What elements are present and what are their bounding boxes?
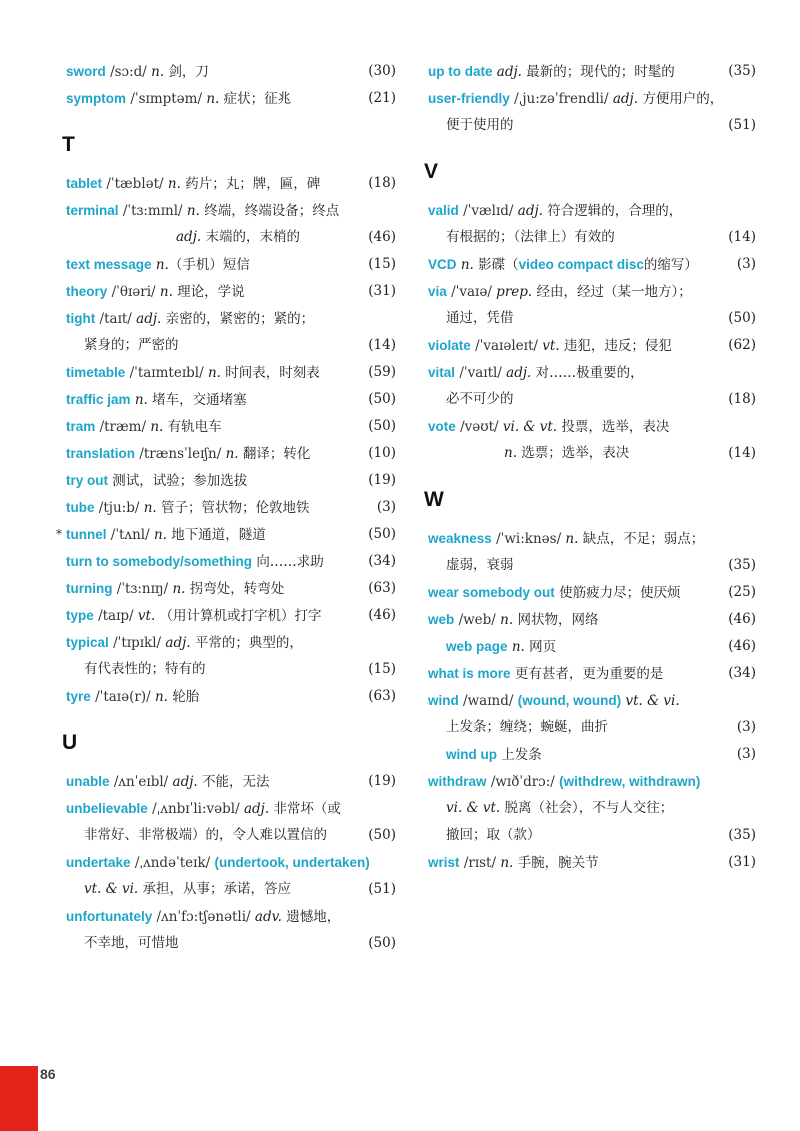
part-of-speech: n. xyxy=(153,527,167,543)
entry-withdraw xyxy=(428,768,756,849)
headword: valid xyxy=(428,203,459,218)
definition: 末端的，末梢的 xyxy=(205,229,300,245)
definition: 违犯，违反；侵犯 xyxy=(563,338,672,354)
inflected-forms: (undertook, undertaken) xyxy=(214,855,370,870)
section-letter-t: T xyxy=(62,133,75,156)
entry-timetable xyxy=(66,359,396,386)
part-of-speech: n. xyxy=(565,531,579,547)
definition: 必不可少的 xyxy=(446,391,514,407)
headword: translation xyxy=(66,446,136,461)
page-ref: (3) xyxy=(736,746,756,762)
page-ref: (34) xyxy=(728,665,756,681)
definition: 非常好、非常极端）的，令人难以置信的 xyxy=(84,827,327,843)
page-ref: (51) xyxy=(368,881,396,897)
definition: 有轨电车 xyxy=(167,419,222,435)
right-column xyxy=(424,58,756,876)
part-of-speech: adv. xyxy=(254,909,282,925)
phonetic: /ˈtæblət/ xyxy=(106,176,164,192)
entry-text-message xyxy=(66,251,396,278)
definition: 剑，刀 xyxy=(168,64,209,80)
section-letter-v: V xyxy=(424,160,439,183)
part-of-speech: adj. xyxy=(172,774,198,790)
headword: tyre xyxy=(66,689,91,704)
definition: 符合逻辑的，合理的， xyxy=(547,203,683,219)
phonetic: /sɔ:d/ xyxy=(110,64,147,80)
definition: 网状物，网络 xyxy=(517,612,599,628)
definition: （用计算机或打字机）打字 xyxy=(159,608,322,624)
entry-wear-out xyxy=(428,579,756,606)
part-of-speech: n. xyxy=(500,612,514,628)
page-ref: (19) xyxy=(368,773,396,789)
page-ref: (15) xyxy=(368,256,396,272)
part-of-speech: n. xyxy=(186,203,200,219)
page-ref: (3) xyxy=(736,719,756,735)
headword: wind up xyxy=(446,747,497,762)
part-of-speech: n. xyxy=(134,392,148,408)
definition: 最新的；现代的；时髦的 xyxy=(526,64,675,80)
headword: turn to somebody/something xyxy=(66,554,253,569)
entry-turning xyxy=(66,575,396,602)
definition: 不能，无法 xyxy=(201,774,270,790)
definition: 药片；丸；牌，匾，碑 xyxy=(185,176,321,192)
definition: 地下通道，隧道 xyxy=(171,527,266,543)
entry-terminal xyxy=(66,197,396,251)
part-of-speech: n. xyxy=(143,500,157,516)
page-ref: (62) xyxy=(728,337,756,353)
part-of-speech: n. xyxy=(167,176,181,192)
phonetic: /taɪp/ xyxy=(98,608,134,624)
entry-tablet xyxy=(66,170,396,197)
definition: 方便用户的， xyxy=(642,91,724,107)
part-of-speech: n. xyxy=(150,419,164,435)
phonetic: /ˈtaɪmteɪbl/ xyxy=(129,365,204,381)
part-of-speech: n. xyxy=(500,855,514,871)
phonetic: /træm/ xyxy=(99,419,147,435)
definition: 网页 xyxy=(529,639,557,655)
definition: 管子；管状物；伦敦地铁 xyxy=(160,500,310,516)
page-ref: (46) xyxy=(368,229,396,245)
entry-type xyxy=(66,602,396,629)
entry-weakness xyxy=(428,525,756,579)
definition: 缺点，不足；弱点； xyxy=(582,531,705,547)
headword: sword xyxy=(66,64,106,79)
entry-via xyxy=(428,278,756,332)
part-of-speech: adj. xyxy=(517,203,543,219)
part-of-speech: n. xyxy=(155,257,169,273)
definition: 平常的；典型的， xyxy=(194,635,303,651)
definition: 更有甚者，更为重要的是 xyxy=(514,666,664,682)
phonetic: /ʌnˈfɔ:tʃənətli/ xyxy=(156,909,251,925)
definition: 不幸地，可惜地 xyxy=(84,935,179,951)
entry-turn-to xyxy=(66,548,396,575)
left-column xyxy=(56,58,396,957)
phonetic: /ˌju:zəˈfrendli/ xyxy=(514,91,609,107)
page-ref: (50) xyxy=(368,391,396,407)
part-of-speech: n. xyxy=(154,689,168,705)
definition: 便于使用的 xyxy=(446,117,514,133)
definition: 非常坏（或 xyxy=(273,801,341,817)
headword: try out xyxy=(66,473,108,488)
page-ref: (46) xyxy=(368,607,396,623)
definition: 虚弱，衰弱 xyxy=(446,557,514,573)
page-ref: (31) xyxy=(368,283,396,299)
part-of-speech: adj. xyxy=(165,635,191,651)
phonetic: /ˈvaɪtl/ xyxy=(459,365,502,381)
entry-wind-up xyxy=(428,741,756,768)
page-corner-bar xyxy=(0,1066,38,1131)
entry-theory xyxy=(66,278,396,305)
entry-unfortunately xyxy=(66,903,396,957)
headword: wear somebody out xyxy=(428,585,555,600)
headword: tablet xyxy=(66,176,103,191)
page-ref: (50) xyxy=(368,935,396,951)
page-ref: (18) xyxy=(368,175,396,191)
phonetic: /ˈtʌnl/ xyxy=(110,527,150,543)
part-of-speech: n. xyxy=(207,365,221,381)
part-of-speech: adj. xyxy=(176,229,202,245)
definition: 影碟（ xyxy=(478,257,519,273)
headword: turning xyxy=(66,581,113,596)
headword: symptom xyxy=(66,91,127,106)
section-letter-u: U xyxy=(62,731,78,754)
part-of-speech: n. xyxy=(151,64,165,80)
part-of-speech: adj. xyxy=(506,365,532,381)
phonetic: /ˈtɜ:nɪŋ/ xyxy=(116,581,169,597)
page-ref: (3) xyxy=(376,499,396,515)
headword: traffic jam xyxy=(66,392,131,407)
phonetic: /ˈsɪmptəm/ xyxy=(130,91,203,107)
phonetic: /ˈtɪpɪkl/ xyxy=(113,635,162,651)
part-of-speech: adj. xyxy=(496,64,522,80)
headword: weakness xyxy=(428,531,492,546)
page-ref: (34) xyxy=(368,553,396,569)
page-ref: (51) xyxy=(728,117,756,133)
page-ref: (50) xyxy=(728,310,756,326)
definition: 拐弯处，转弯处 xyxy=(189,581,285,597)
page-number: 86 xyxy=(40,1066,56,1082)
part-of-speech: vi. & vt. xyxy=(502,419,558,435)
phonetic: /web/ xyxy=(458,612,496,628)
entry-tram xyxy=(66,413,396,440)
phonetic: /ˈtaɪə(r)/ xyxy=(95,689,151,705)
headword: tunnel xyxy=(66,527,107,542)
page-ref: (50) xyxy=(368,418,396,434)
phonetic: /rɪst/ xyxy=(463,855,497,871)
part-of-speech: vt. xyxy=(137,608,156,624)
phonetic: /ˈθɪəri/ xyxy=(111,284,156,300)
page-ref: (18) xyxy=(728,391,756,407)
entry-unable xyxy=(66,768,396,795)
headword: unable xyxy=(66,774,110,789)
definition: 终端，终端设备；终点 xyxy=(204,203,340,219)
headword: undertake xyxy=(66,855,131,870)
phonetic: /ˈvaɪə/ xyxy=(451,284,492,300)
part-of-speech: adj. xyxy=(243,801,270,817)
phonetic: /ˈtɜ:mɪnl/ xyxy=(122,203,183,219)
headword: web xyxy=(428,612,455,627)
part-of-speech: n. xyxy=(225,446,239,462)
entry-try-out xyxy=(66,467,396,494)
definition: 时间表，时刻表 xyxy=(225,365,320,381)
page-ref: (46) xyxy=(728,638,756,654)
headword: user-friendly xyxy=(428,91,510,106)
definition: 脱离（社会），不与人交往； xyxy=(504,800,674,816)
entry-up-to-date xyxy=(428,58,756,85)
entry-sword xyxy=(66,58,396,85)
page-ref: (15) xyxy=(368,661,396,677)
headword: unbelievable xyxy=(66,801,148,816)
definition: 紧身的；严密的 xyxy=(84,337,179,353)
part-of-speech: adj. xyxy=(612,91,639,107)
page-ref: (63) xyxy=(368,580,396,596)
page-ref: (50) xyxy=(368,827,396,843)
entry-tube xyxy=(66,494,396,521)
inflected-forms: (wound, wound) xyxy=(517,693,622,708)
headword: wind xyxy=(428,693,459,708)
headword: up to date xyxy=(428,64,493,79)
part-of-speech: n. xyxy=(460,257,474,273)
headword: terminal xyxy=(66,203,119,218)
entry-undertake xyxy=(66,849,396,903)
page-ref: (14) xyxy=(728,229,756,245)
part-of-speech: n. xyxy=(172,581,186,597)
headword: tight xyxy=(66,311,96,326)
headword: via xyxy=(428,284,447,299)
phonetic: /waɪnd/ xyxy=(463,693,514,709)
page-ref: (14) xyxy=(728,445,756,461)
headword: vote xyxy=(428,419,456,434)
definition: 理论，学说 xyxy=(177,284,245,300)
headword: VCD xyxy=(428,257,457,272)
phonetic: /trænsˈleɪʃn/ xyxy=(139,446,222,462)
entry-wrist xyxy=(428,849,756,876)
page-ref: (35) xyxy=(728,827,756,843)
definition: 承担，从事；承诺，答应 xyxy=(142,881,291,897)
page-ref: (35) xyxy=(728,63,756,79)
definition: 翻译；转化 xyxy=(242,446,311,462)
headword: tram xyxy=(66,419,96,434)
definition: （手机）短信 xyxy=(168,257,250,273)
entry-vcd xyxy=(428,251,756,278)
page-ref: (3) xyxy=(736,256,756,272)
entry-user-friendly xyxy=(428,85,756,139)
expansion: video compact disc xyxy=(518,257,644,272)
entry-what-is-more xyxy=(428,660,756,687)
phonetic: /ˌʌndəˈteɪk/ xyxy=(134,855,211,871)
entry-violate xyxy=(428,332,756,359)
entry-translation xyxy=(66,440,396,467)
part-of-speech: n. xyxy=(159,284,173,300)
definition: 堵车，交通堵塞 xyxy=(152,392,247,408)
definition: 投票，选举，表决 xyxy=(561,419,670,435)
entry-vote xyxy=(428,413,756,467)
part-of-speech: vi. & vt. xyxy=(446,800,501,816)
section-letter-w: W xyxy=(424,488,444,511)
page-ref: (21) xyxy=(368,90,396,106)
headword: tube xyxy=(66,500,95,515)
headword: type xyxy=(66,608,94,623)
page-ref: (14) xyxy=(368,337,396,353)
entry-tunnel xyxy=(56,521,396,548)
headword: web page xyxy=(446,639,508,654)
definition: 使筋疲力尽；使厌烦 xyxy=(559,585,681,601)
definition: 向……求助 xyxy=(256,554,324,570)
part-of-speech: n. xyxy=(206,91,220,107)
entry-unbelievable xyxy=(66,795,396,849)
phonetic: /tju:b/ xyxy=(98,500,140,516)
part-of-speech: n. xyxy=(504,445,517,461)
headword: what is more xyxy=(428,666,511,681)
definition: 轮胎 xyxy=(172,689,200,705)
entry-vital xyxy=(428,359,756,413)
part-of-speech: n. xyxy=(511,639,525,655)
entry-traffic-jam xyxy=(66,386,396,413)
headword: timetable xyxy=(66,365,126,380)
definition: 的缩写） xyxy=(643,257,698,273)
entry-valid xyxy=(428,197,756,251)
entry-web xyxy=(428,606,756,633)
page-ref: (19) xyxy=(368,472,396,488)
page-ref: (10) xyxy=(368,445,396,461)
definition: 手腕，腕关节 xyxy=(517,855,599,871)
headword: withdraw xyxy=(428,774,487,789)
page-ref: (30) xyxy=(368,63,396,79)
phonetic: /ʌnˈeɪbl/ xyxy=(113,774,169,790)
definition: 有代表性的；特有的 xyxy=(84,661,206,677)
part-of-speech: adj. xyxy=(136,311,162,327)
phonetic: /vəʊt/ xyxy=(460,419,499,435)
part-of-speech: vt. & vi. xyxy=(84,881,139,897)
definition: 测试，试验；参加选拔 xyxy=(112,473,248,489)
entry-web-page xyxy=(428,633,756,660)
definition: 对……极重要的， xyxy=(535,365,644,381)
definition: 有根据的；（法律上）有效的 xyxy=(446,229,615,245)
headword: typical xyxy=(66,635,109,650)
entry-tight xyxy=(66,305,396,359)
page-ref: (25) xyxy=(728,584,756,600)
part-of-speech: vt. & vi. xyxy=(625,693,680,709)
part-of-speech: prep. xyxy=(496,284,533,300)
part-of-speech: vt. xyxy=(542,338,560,354)
headword: text message xyxy=(66,257,152,272)
definition: 通过，凭借 xyxy=(446,310,514,326)
headword: unfortunately xyxy=(66,909,153,924)
page-ref: (35) xyxy=(728,557,756,573)
definition: 遗憾地， xyxy=(286,909,341,925)
page-ref: (31) xyxy=(728,854,756,870)
bullet-mark: * xyxy=(56,527,62,541)
headword: vital xyxy=(428,365,456,380)
definition: 亲密的，紧密的；紧的； xyxy=(165,311,315,327)
phonetic: /ˈvælɪd/ xyxy=(463,203,514,219)
definition: 经由，经过（某一地方）； xyxy=(536,284,692,300)
definition: 上发条 xyxy=(501,747,542,763)
page-ref: (46) xyxy=(728,611,756,627)
entry-wind xyxy=(428,687,756,741)
entry-symptom xyxy=(66,85,396,112)
headword: violate xyxy=(428,338,471,353)
headword: theory xyxy=(66,284,108,299)
definition: 选票；选举，表决 xyxy=(521,445,630,461)
page-ref: (50) xyxy=(368,526,396,542)
page-ref: (59) xyxy=(368,364,396,380)
phonetic: /ˌʌnbɪˈli:vəbl/ xyxy=(152,801,240,817)
definition: 症状；征兆 xyxy=(223,91,292,107)
page-ref: (63) xyxy=(368,688,396,704)
definition: 撤回；取（款） xyxy=(446,827,541,843)
entry-tyre xyxy=(66,683,396,710)
phonetic: /taɪt/ xyxy=(99,311,132,327)
phonetic: /wɪðˈdrɔ:/ xyxy=(490,774,555,790)
headword: wrist xyxy=(428,855,460,870)
definition: 上发条；缠绕；蜿蜒，曲折 xyxy=(446,719,608,735)
phonetic: /ˈvaɪəleɪt/ xyxy=(475,338,538,354)
inflected-forms: (withdrew, withdrawn) xyxy=(559,774,701,789)
phonetic: /ˈwi:knəs/ xyxy=(496,531,562,547)
entry-typical xyxy=(66,629,396,683)
